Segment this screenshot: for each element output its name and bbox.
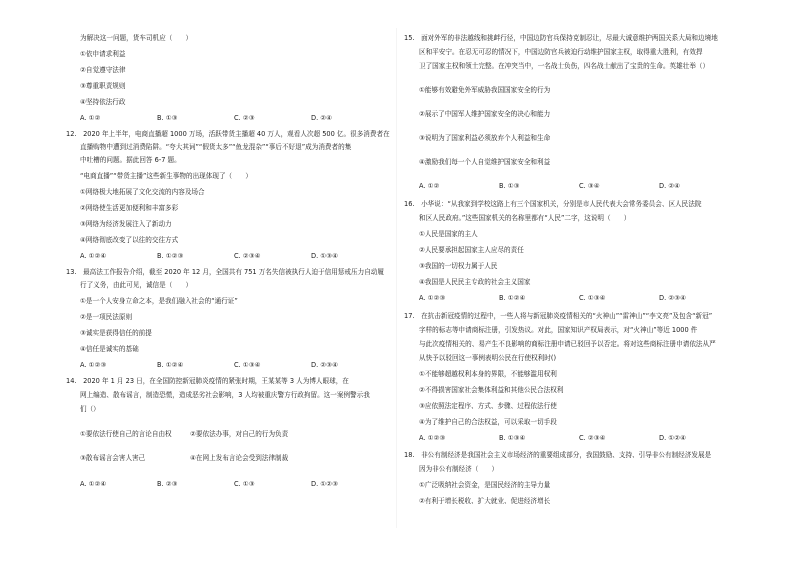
q17-stem-line: 字样的标志等申请商标注册，引发热议。对此，国家知识产权局表示，对“火神山”等近 1000 件	[419, 326, 698, 334]
q14-item: ①要依法行使自己的言论自由权	[80, 430, 172, 438]
q16-choice-d: D. ②③④	[659, 294, 687, 302]
q15-stem-line: 15. 面对外军的非法越线和挑衅行径，中国边防官兵保持克制忍让，尽最大诚意维护两国关系大局和边境地	[404, 34, 718, 42]
q14-item: ③散布谣言会害人害己	[80, 454, 146, 462]
q18-stem-line: 因为非公有制经济（ ）	[419, 465, 499, 473]
q15-choice-d: D. ②④	[659, 182, 681, 190]
q13-choice-b: B. ①②④	[157, 361, 184, 369]
q11-item: ②自觉遵守法律	[80, 66, 126, 74]
q12-item: ①网络极大地拓展了文化交流的内容及场合	[80, 188, 205, 196]
q15-stem-line: 区和平安宁。在忍无可忍的情况下，中国边防官兵被迫行动维护国家主权，取得重大胜利，有效捍	[419, 48, 703, 56]
q14-item: ④在网上发布言论会受到法律制裁	[190, 454, 289, 462]
q16-stem-line: 和区人民政府。”这些国家机关的名称里都有“人民”二字，这说明（ ）	[419, 214, 631, 222]
q16-item: ④我国是人民民主专政的社会主义国家	[419, 278, 531, 286]
q12-choice-d: D. ①③④	[311, 252, 339, 260]
q13-stem-line: 13. 最高法工作报告介绍，截至 2020 年 12 月，全国共有 751 万名失信被执行人迫于信用惩戒压力自动履	[66, 268, 384, 276]
q12-item: ③网络为经济发展注入了新动力	[80, 220, 172, 228]
q14-choice-c: C. ①③	[234, 480, 255, 488]
q15-choice-a: A. ①②	[419, 182, 440, 190]
q12-choice-b: B. ①②③	[157, 252, 184, 260]
q15-item: ②展示了中国军人维护国家安全的决心和能力	[419, 110, 551, 118]
q11-item: ③尊重职责规则	[80, 82, 126, 90]
q16-choice-b: B. ①②④	[499, 294, 526, 302]
q16-choice-c: C. ①③④	[579, 294, 606, 302]
q16-item: ①人民是国家的主人	[419, 230, 478, 238]
q15-item: ④激励我们每一个人自觉维护国家安全和利益	[419, 158, 551, 166]
q15-item: ①能够有效避免外军威胁我国国家安全的行为	[419, 86, 551, 94]
q12-stem-line: 中吐槽的问题。据此回答 6-7 题。	[80, 156, 181, 164]
q13-item: ②是一项民法原则	[80, 313, 133, 321]
q17-item: ②不得损害国家社会集体利益和其他公民合法权利	[419, 386, 564, 394]
q16-item: ③我国的一切权力属于人民	[419, 262, 498, 270]
q18-stem-line: 18. 非公有制经济是我国社会主义市场经济的重要组成部分，我国鼓励、支持、引导非公有制经济发展是	[404, 451, 712, 459]
q11-item: ④坚持依法行政	[80, 98, 126, 106]
q12-choice-c: C. ②③④	[234, 252, 261, 260]
q12-stem-line: 直播购物中遭到过消费陷阱。“夸大其词”“假货太多”“鱼龙混杂”“事后不好退”成为消费者的集	[80, 143, 352, 151]
q17-item: ③应依照法定程序、方式、步骤、过程依法行使	[419, 402, 557, 410]
q16-item: ②人民要承担起国家主人应尽的责任	[419, 246, 524, 254]
q17-choice-d: D. ①②④	[659, 434, 687, 442]
q14-item: ②要依法办事，对自己的行为负责	[190, 430, 289, 438]
q17-stem-line: 从快予以驳回这一事例表明公民在行使权利时()	[419, 354, 557, 362]
q16-choice-a: A. ①②③	[419, 294, 446, 302]
q11-choice-b: B. ①③	[157, 114, 178, 122]
q11-item: ①依申请求利益	[80, 50, 126, 58]
q14-choice-a: A. ①②④	[80, 480, 107, 488]
q17-stem-line: 17. 在抗击新冠疫情的过程中，一些人将与新冠肺炎疫情相关的“火神山”“雷神山”“李文亮”及包含“新冠”	[404, 312, 713, 320]
q13-choice-a: A. ①②③	[80, 361, 107, 369]
q17-stem-line: 与此次疫情相关的、易产生不良影响的商标注册申请已驳回予以否定。将对这些商标注册申请依法从严	[419, 340, 716, 348]
q16-stem-line: 16. 小华说：“从我家到学校这路上有三个国家机关，分别是市人民代表大会常务委员会、区人民法院	[404, 200, 702, 208]
q17-item: ④为了维护自己的合法权益，可以采取一切手段	[419, 418, 557, 426]
q13-item: ①是一个人安身立命之本，是我们融入社会的“通行证”	[80, 297, 238, 305]
q18-item: ②有利于增长税收、扩大就业、促进经济增长	[419, 497, 551, 505]
q15-choice-c: C. ③④	[579, 182, 600, 190]
q17-choice-a: A. ①②③	[419, 434, 446, 442]
q12-choice-a: A. ①②④	[80, 252, 107, 260]
q13-item: ④信任是诚实的基础	[80, 345, 139, 353]
q11-choice-a: A. ①②	[80, 114, 101, 122]
q15-choice-b: B. ①③	[499, 182, 520, 190]
q13-stem-line: 行了义务，由此可见，诚信是（ ）	[80, 281, 193, 289]
q15-item: ③说明为了国家利益必须放弃个人利益和生命	[419, 134, 551, 142]
q11-choice-d: D. ②④	[311, 114, 333, 122]
q14-stem-line: 网上编造、散布谣言，制造恐慌，造成恶劣社会影响，3 人均被重庆警方行政拘留。这一案例警示我	[80, 391, 370, 399]
q14-stem-line: 们（）	[80, 405, 100, 413]
q14-stem-line: 14. 2020 年 1 月 23 日，在全国防控新冠肺炎疫情的紧张时期，王某某等 3 人为博人眼球，在	[66, 377, 349, 385]
q13-item: ③诚实是获得信任的前提	[80, 329, 152, 337]
q17-item: ①不能够超越权利本身的界限，不能够滥用权利	[419, 370, 557, 378]
q12-item: ②网络使生活更加便利和丰富多彩	[80, 204, 179, 212]
q11-choice-c: C. ②③	[234, 114, 255, 122]
q17-choice-b: B. ①③④	[499, 434, 526, 442]
q14-choice-b: B. ②③	[157, 480, 178, 488]
q13-choice-d: D. ②③④	[311, 361, 339, 369]
q13-choice-c: C. ①③④	[234, 361, 261, 369]
q12-item: ④网络彻底改变了以往的交往方式	[80, 236, 179, 244]
q15-stem-line: 卫了国家主权和领土完整。在冲突当中，一名战士负伤，四名战士献出了宝贵的生命。英雄壮举（）	[419, 62, 710, 70]
q12-stem-line: “电商直播”“带货主播”这些新生事物的出现体现了（ ）	[80, 172, 252, 180]
column-divider	[396, 28, 397, 528]
q17-choice-c: C. ②③④	[579, 434, 606, 442]
q12-stem-line: 12. 2020 年上半年，电商直播超 1000 万场，活跃带货主播超 40 万人，观看人次超 500 亿。很多消费者在	[66, 130, 390, 138]
q14-choice-d: D. ①②③	[311, 480, 339, 488]
q11-stem-line: 为解决这一问题，货车司机应（ ）	[80, 34, 193, 42]
q18-item: ①广泛吸纳社会资金，是国民经济的主导力量	[419, 481, 551, 489]
